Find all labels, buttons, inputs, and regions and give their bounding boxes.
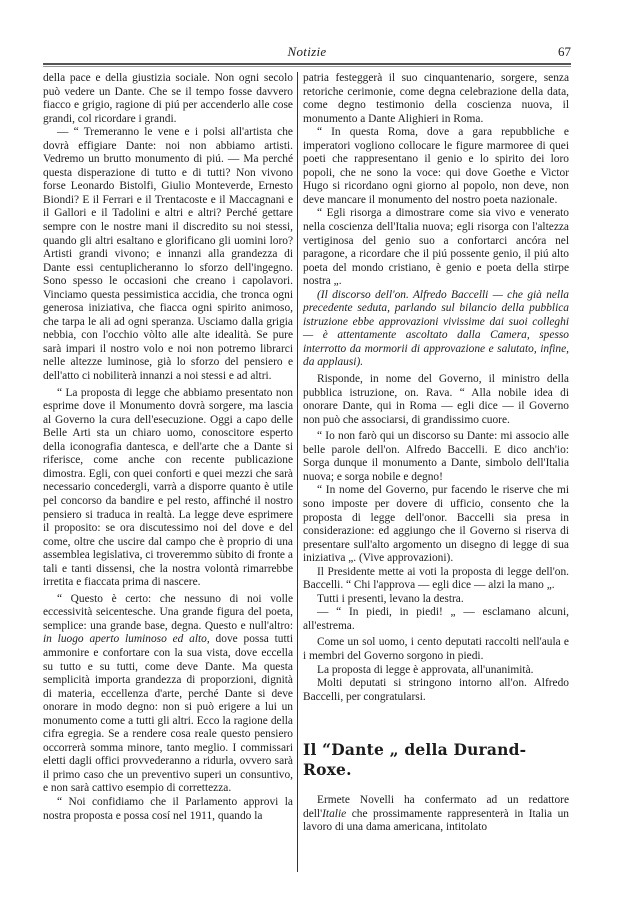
paragraph: della pace e della giustizia sociale. Non ogni secolo può vedere un Dante. Che se il tempo fosse davvero fiacco e grigio, ragione di piú per accenderlo alle cose grandi, col ricordare i grandi. <box>43 72 293 125</box>
paragraph: “ Egli risorga a dimostrare come sia vivo e venerato nella coscienza dell'Italia nuova; egli risorga con l'altezza vertiginosa del genio suo a confortarci ancóra nel paragone, a ricordare che il piú possente genio, il piú alto poeta del mondo cristiano, è genio e poeta della stirpe nostra „. <box>303 207 569 288</box>
paragraph: Il Presidente mette ai voti la proposta di legge dell'on. Baccelli. “ Chi l'approva — egli dice — alzi la mano „. <box>303 565 569 592</box>
paragraph: La proposta di legge è approvata, all'unanimità. <box>317 663 534 676</box>
paragraph: “ La proposta di legge che abbiamo presentato non esprime dove il Monumento dovrà sorgere, ma lascia al Governo la cura dell'esecuzione. Oggi a capo delle Belle Arti sta un chiaro uomo, conoscitore esperto della iconografia dantesca, e dell'arte che a Dante si riferisce, come anche con recente publicazione dimostra. Egli, con quei conforti e quei mezzi che sarà necessario concedergli, varrà a disporre quanto è utile pel concorso da bandire e pel resto, affinché il nostro pensiero si traduca in realtà. La legge deve esprimere il proposito: se ora discutessimo noi del dove e del come, oltre che uscire dal campo che è proprio di una assemblea legislativa, ci troveremmo sùbito di fronte a tali e tanti dissensi, che la nostra volontà rimarrebbe irretita e fiaccata prima di nascere. <box>43 386 293 589</box>
paragraph: Risponde, in nome del Governo, il ministro della pubblica istruzione, on. Rava. “ Alla nobile idea di onorare Dante, qui in Roma — egli dice — il Governo non può che associarsi, di grandissimo cuore. <box>303 373 569 426</box>
paragraph: “ In questa Roma, dove a gara repubbliche e imperatori vogliono collocare le figure marmoree di quei poeti che rappresentano il genio e lo spirito dei loro popoli, che ne sono la voce: qui dove Goethe e Victor Hugo si ricordano ogni giorno al popolo, non deve, non deve mancare il monumento del nostro poeta nazionale. <box>303 126 569 206</box>
section-heading: Il “Dante „ della Durand-Roxe. <box>303 740 527 780</box>
right-column <box>303 72 569 835</box>
paragraph: — “ In piedi, in piedi! „ — esclamano alcuni, all'estrema. <box>303 606 569 632</box>
paragraph: “ Io non farò qui un discorso su Dante: mi associo alle belle parole dell'on. Alfredo Baccelli. E dico anch'io: Sorga dunque il monumento a Dante, simbolo dell'Italia nuova; e sorga nobile e degno! <box>303 430 569 483</box>
italic-quote: in luogo aperto luminoso ed alto <box>43 633 207 646</box>
newspaper-title: Italie <box>322 807 347 820</box>
paragraph <box>43 593 293 796</box>
running-header <box>43 42 571 62</box>
paragraph: — “ Tremeranno le vene e i polsi all'artista che dovrà effigiare Dante: noi non abbiamo artisti. Vedremo un brutto monumento di piú. — Ma perché questa disperazione di tutto e di tutti? Non vivono forse Leonardo Bistolfi, Giulio Monteverde, Ernesto Biondi? E il Ferrari e il Trentacoste e il Maccagnani e il Gallori e il Tadolini e altri e altri? Perché gettare sempre con le nostre mani il discredito su noi stessi, quando gli altri esaltano e glorificano gli uomini loro? Artisti grandi vivono; e innanzi alla grandezza di Dante essi centuplicheranno lo sforzo dell'ingegno. Sono spesso le occasioni che creano i capolavori. Vinciamo questa pessimistica accidia, che tronca ogni generosa iniziativa, che fiacca ogni spirito animoso, che tarpa le ali ad ogni speranza. Usciamo dalla grigia nebbia, con l'occhio vòlto alle alte idealità. Se pure sarà impari il nostro volo e noi non potremo librarci nelle altezze luminose, già lo sforzo del pensiero e dell'atto ci nobiliterà innanzi a noi stessi e ad altri. <box>43 126 293 383</box>
paragraph: Come un sol uomo, i cento deputati raccolti nell'aula e i membri del Governo sorgono in piedi. <box>303 636 569 662</box>
running-title: Notizie <box>287 44 327 59</box>
paragraph: Molti deputati si stringono intorno all'on. Alfredo Baccelli, per congratularsi. <box>303 677 569 703</box>
paragraph: “ In nome del Governo, pur facendo le riserve che mi sono imposte per dovere di ufficio, consento che la proposta di legge dell'onor. Baccelli sia presa in considerazione: ed aggiungo che il Governo si riserva di presentare sull'alto argomento un disegno di legge di sua iniziativa „. (Vive approvazioni). <box>303 484 569 565</box>
left-column <box>43 72 293 823</box>
column-divider <box>297 72 298 872</box>
paragraph-text: che prossimamente rappresenterà in Italia un lavoro di una dama americana, intitolato <box>303 807 569 834</box>
paragraph-text: Ermete Novelli ha confermato ad un redattore dell' <box>303 794 569 820</box>
paragraph: “ Noi confidiamo che il Parlamento approvi la nostra proposta e possa cosí nel 1911, quando la <box>43 795 293 822</box>
paragraph-text: “ Questo è certo: che nessuno di noi volle eccessività seicentesche. Una grande figura del poeta, semplice: una grande base, degna. Questo e null'altro: <box>43 592 293 632</box>
paragraph-text: , dove possa tutti ammonire e confortare con la sua vista, dove eccella su tutto e su tutti, come deve Dante. Ma questa semplicità importa grandezza di proporzioni, dignità di materia, eccellenza d'arte, perché Dante si deve onorare in modo degno: non si può erigere a lui un monumento come a tutti gli altri. Ecco la ragione della cifra egregia. Se a rendere cosa reale questo pensiero occorrerà somma minore, tanto meglio. I commissari eletti dagli offici provvederanno a ridurla, ovvero sarà il primo caso che un preventivo superi un consuntivo, e non sarà cattivo esempio di correttezza. <box>43 633 294 795</box>
page-number: 67 <box>558 44 571 59</box>
paragraph: patria festeggerà il suo cinquantenario, sorgere, senza retoriche cerimonie, come degna celebrazione della data, come degno testimonio della coscienza nuova, il monumento a Dante Alighieri in Roma. <box>303 72 569 125</box>
header-rule <box>43 63 571 65</box>
parliamentary-note: (Il discorso dell'on. Alfredo Baccelli — che già nella precedente seduta, parlando sul bilancio della pubblica istruzione ebbe approvazioni vivissime dai suoi colleghi — è attentamente ascoltato dalla Camera, spesso interrotto da mormorii di approvazione e salutato, infine, da applausi). <box>303 288 569 369</box>
paragraph <box>303 794 569 835</box>
header-rule-thin <box>43 66 571 67</box>
paragraph: Tutti i presenti, levano la destra. <box>317 592 464 605</box>
